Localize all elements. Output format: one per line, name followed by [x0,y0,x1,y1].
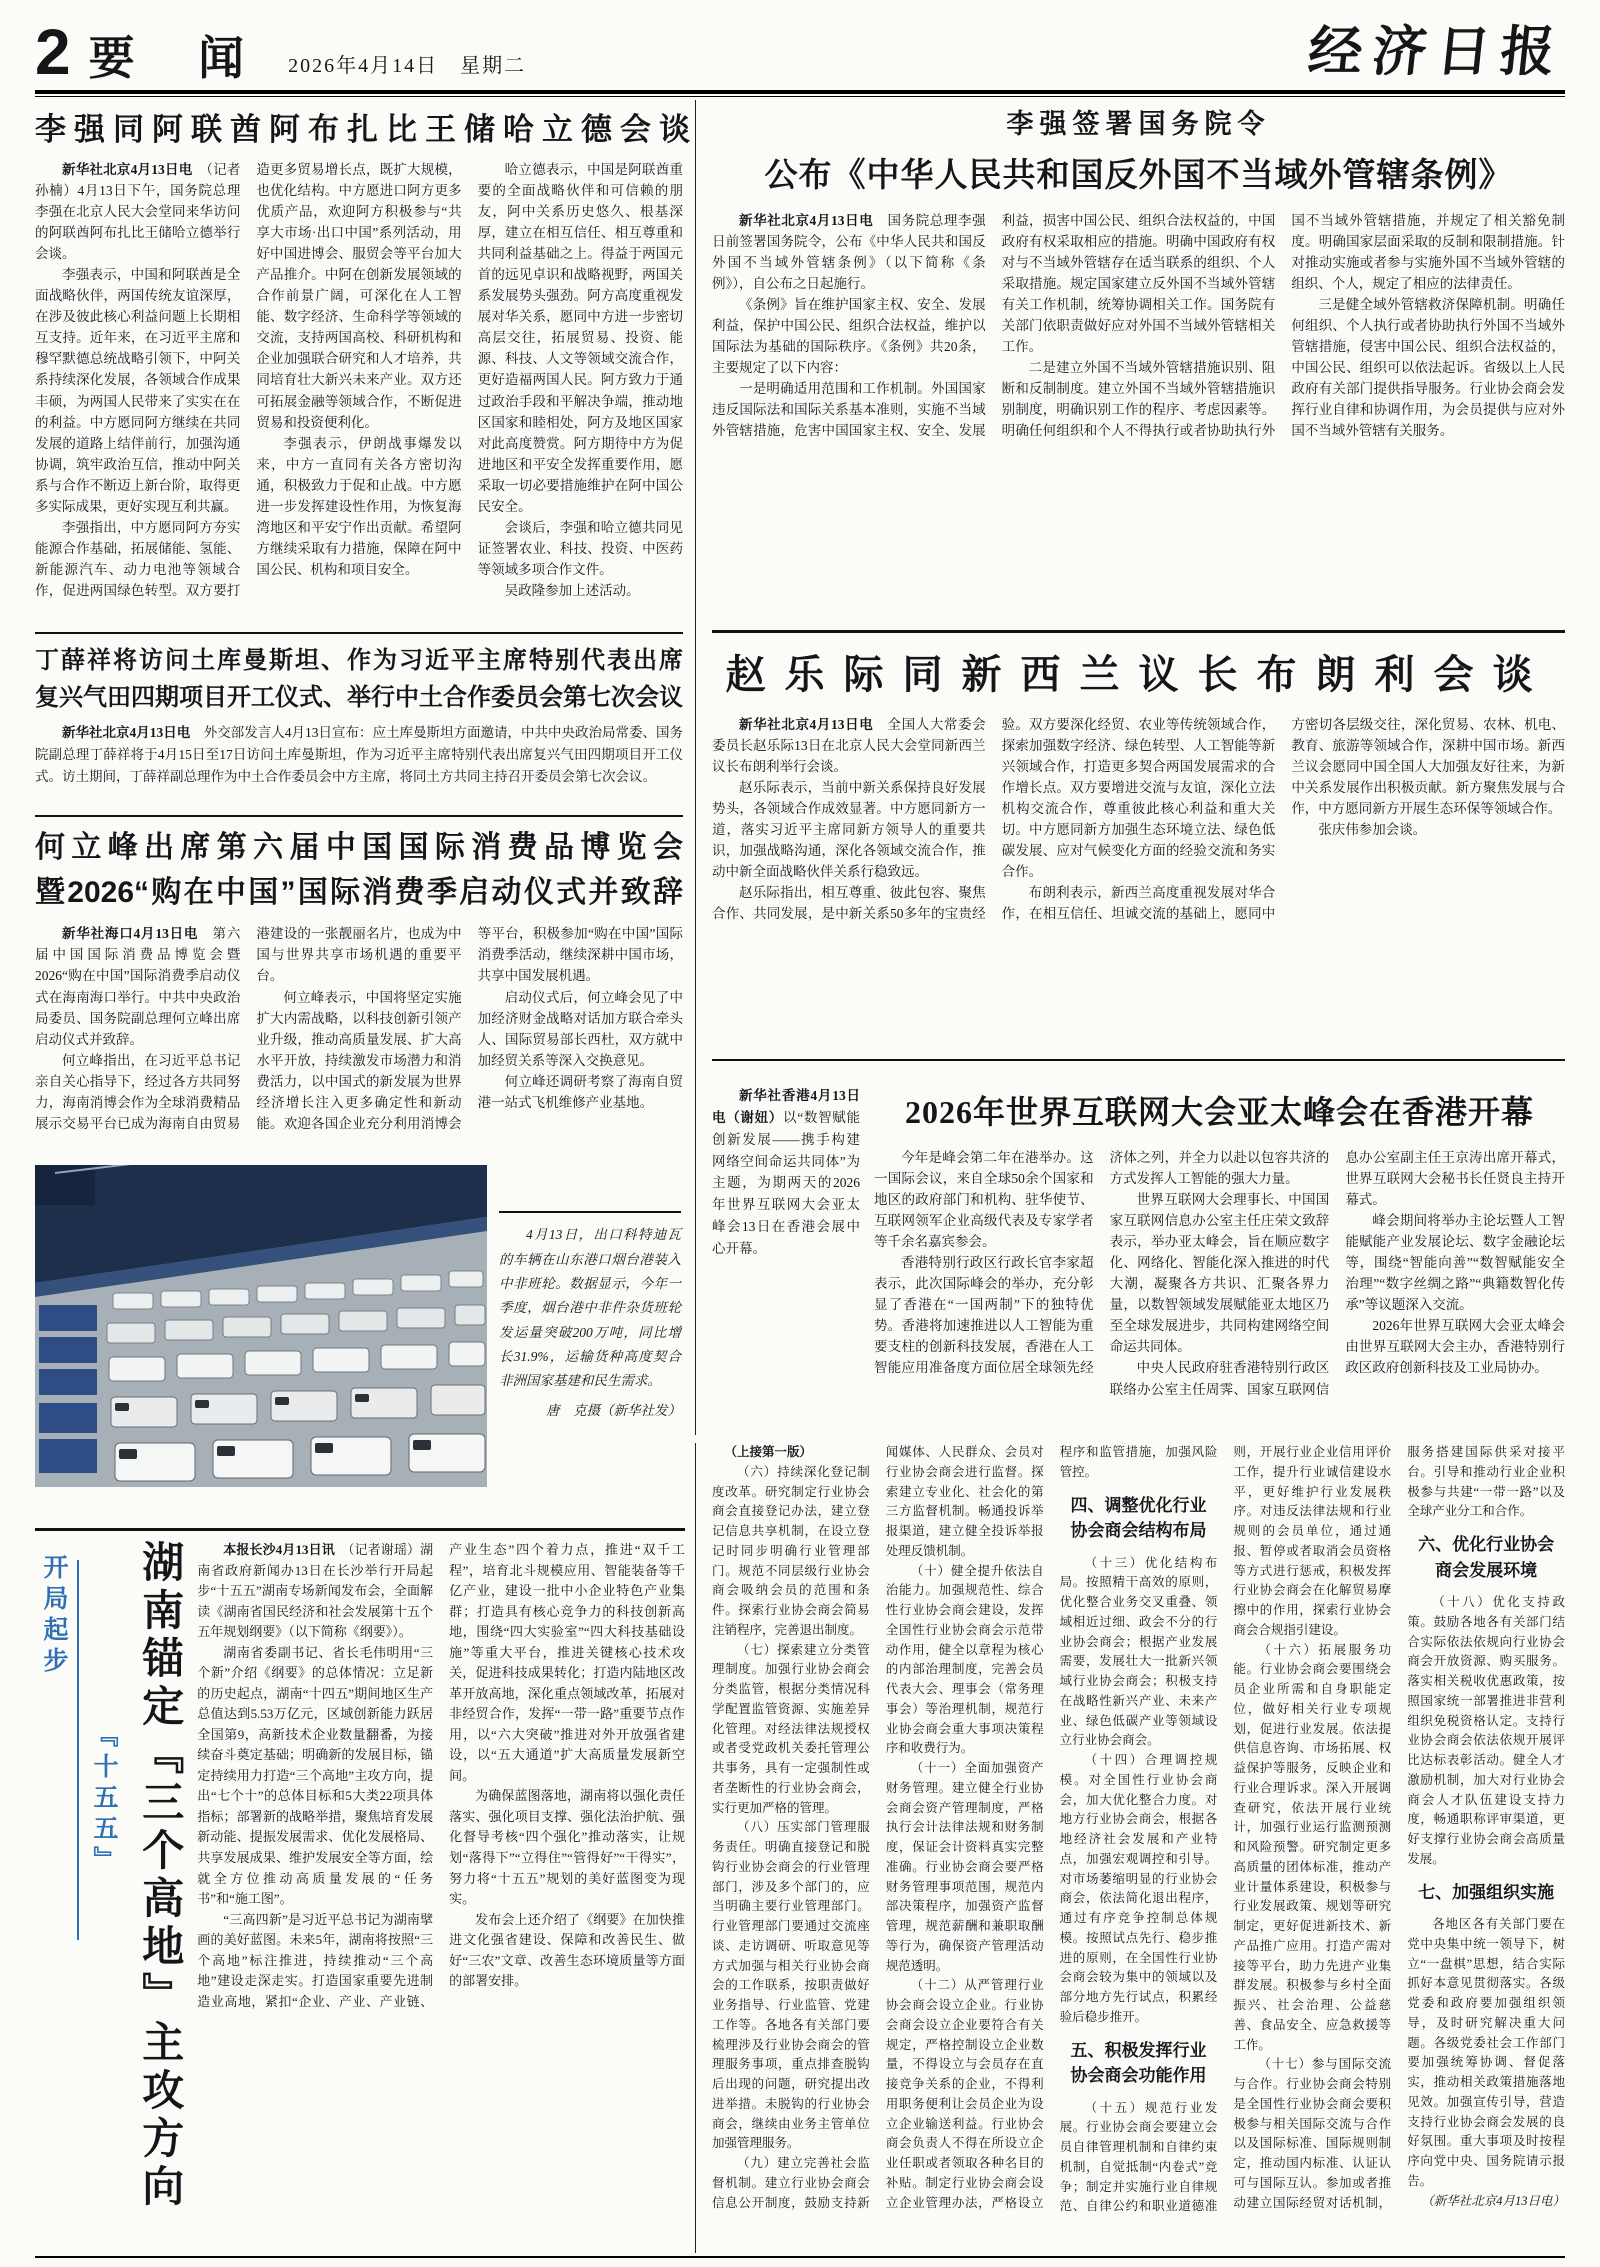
photo-caption [499,1165,681,1487]
divider [35,815,683,817]
headline-internet-conference: 2026年世界互联网大会亚太峰会在香港开幕 [904,1094,1534,1130]
kicker-line1: 开局起步 [40,1554,67,1678]
page-header [35,8,1568,89]
article-hunan [35,1540,685,2252]
headline-decree: 公布《中华人民共和国反外国不当域外管辖条例》 [764,158,1513,194]
headline-hunan-vertical: 湖南锚定『三个高地』主攻方向 [136,1540,183,2212]
article-helifeng-body: 新华社海口4月13日电 第六届中国国际消费品博览会暨2026“购在中国”国际消费季启动仪式在海南海口举行。中共中央政治局委员、国务院副总理何立峰出席启动仪式并致辞。 何立峰指出，在习近平总书记亲自关心指导下，经过各方共同努力，海南消博会作为全球消费精品展示交易平台已成为海南自由贸易港建设的一张靓丽名片，也成为中国与世界共享市场机遇的重要平台。 何立峰表示，中国将坚定实施扩大内需战略，以科技创新引领产业升级，推动高质量发展、扩大高水平开放，持续激发市场潜力和消费活力，以中国式的新发展为世界经济增长注入更多确定性和新动能。欢迎各国企业充分利用消博会等平台，积极参加“购在中国”国际消费季活动，继续深耕中国市场，共享中国发展机遇。 启动仪式后，何立峰会见了中加经济财金战略对话加方联合牵头人、国际贸易部长西杜，双方就中加经贸关系等深入交换意见。 何立峰还调研考察了海南自贸港一站式飞机维修产业基地。 [35,926,683,1131]
kicker-divider [77,1560,79,1940]
divider [712,1059,1565,1061]
page-bottom-rule [35,2256,1565,2258]
caption-rule [499,1211,681,1213]
kicker-line2: 『十五五』 [90,1722,117,1877]
divider [35,632,683,634]
page-number: 2 [35,16,71,89]
article-internet-body: 今年是峰会第二年在港举办。这一国际会议，来自全球50余个国家和地区的政府部门和机构、驻华使节、互联网领军企业高级代表及专家学者等千余名嘉宾参会。 香港特别行政区行政长官李家超表示，此次国际峰会的举办，充分彰显了香港在“一国两制”下的独特优势。香港将加速推进以人工智能为重要支柱的创新科技发展，香港在人工智能应用准备度方面位居全球领先经济体之列，并全力以赴以包容共济的方式发挥人工智能的强大力量。 世界互联网大会理事长、中国国家互联网信息办公室主任庄荣文致辞表示，举办亚太峰会，旨在顺应数字化、网络化、智能化深入推进的时代大潮，凝聚各方共识、汇聚各界力量，以数智领域发展赋能亚太地区乃至全球发展进步，共同构建网络空间命运共同体。 中央人民政府驻香港特别行政区联络办公室主任周霁、国家互联网信息办公室副主任王京涛出席开幕式，世界互联网大会秘书长任贤良主持开幕式。 峰会期间将举办主论坛暨人工智能赋能产业发展论坛、数字金融论坛等，围绕“智能向善”“数智赋能安全治理”“数字丝绸之路”“典籍数智化传承”等议题深入交流。 2026年世界互联网大会亚太峰会由世界互联网大会主办，香港特别行政区政府创新科技及工业局协办。 [874,1150,1565,1397]
page-date: 2026年4月14日 星期二 [288,55,527,77]
headline-dingxuexiang: 丁薛祥将访问土库曼斯坦、作为习近平主席特别代表出席 复兴气田四期项目开工仪式、举行中土合作委员会第七次会议 [35,647,683,712]
left-column-stack [35,100,698,1487]
photo-block [35,1165,683,1487]
caption-text: 4月13日，出口科特迪瓦的车辆在山东港口烟台港装入中非班轮。数据显示，今年一季度，烟台港中非件杂货班轮发运量突破200万吨，同比增长31.9%，运输货种高度契合非洲国家基建和民生需求。 [499,1227,681,1389]
divider [712,630,1565,633]
article-dingxuexiang-body: 新华社北京4月13日电 外交部发言人4月13日宣布：应土库曼斯坦方面邀请，中共中央政治局常委、国务院副总理丁薛祥将于4月15日至17日访问土库曼斯坦，作为习近平主席特别代表出席复兴气田四期项目开工仪式。访土期间，丁薛祥副总理作为中土合作委员会中方主席，将同土方共同主持召开委员会第七次会议。 [35,725,683,784]
headline-helifeng: 何立峰出席第六届中国国际消费品博览会 暨2026“购在中国”国际消费季启动仪式并致辞 [35,831,683,910]
kicker-decree: 李强签署国务院令 [1006,109,1271,139]
news-photo [35,1165,487,1487]
divider [35,1528,685,1531]
article-hunan-body: 本报长沙4月13日讯 （记者谢瑶）湖南省政府新闻办13日在长沙举行开局起步“十五五”湖南专场新闻发布会，全面解读《湖南省国民经济和社会发展第十五个五年规划纲要》（以下简称《纲要》）。 湖南省委副书记、省长毛伟明用“三个新”介绍《纲要》的总体情况：立足新的历史起点，湖南“十四五”期间地区生产总值达到5.53万亿元，区域创新能力跃居全国第9，高新技术企业数量翻番，为接续奋斗奠定基础；明确新的发展目标，锚定持续用力打造“三个高地”主攻方向，提出“七个十”的总体目标和5大类22项具体指标；部署新的战略举措，聚焦培育发展新动能、提振发展需求、优化发展格局、共享发展成果、维护发展安全等方面，绘就全方位推动高质量发展的“任务书”和“施工图”。 “三高四新”是习近平总书记为湖南擘画的美好蓝图。未来5年，湖南将按照“三个高地”标注推进，持续推动“三个高地”建设走深走实。打造国家重要先进制造业高地，紧扣“企业、产业、产业链、产业生态”四个着力点，推进“双千工程”，培育北斗规模应用、智能装备等千亿产业，建设一批中小企业特色产业集群；打造具有核心竞争力的科技创新高地，围绕“四大实验室”“四大科技基础设施”等重大平台，推进关键核心技术攻关，促进科技成果转化；打造内陆地区改革开放高地，深化重点领域改革，拓展对非经贸合作，发挥“一带一路”重要节点作用，以“六大突破”推进对外开放强省建设，以“五大通道”扩大高质量发展新空间。 为确保蓝图落地，湖南将以强化责任落实、强化项目支撑、强化法治护航、强化督导考核“四个强化”推动落实，让规划“落得下”“立得住”“管得好”“干得实”，努力将“十五五”规划的美好蓝图变为现实。 发布会上还介绍了《纲要》在加快推进文化强省建设、保障和改善民生、做好“三农”文章、改善生态环境质量等方面的部署安排。 [197,1542,685,2009]
section-name: 要 闻 [88,33,271,84]
column-rule-main [695,100,696,1435]
article-decree-body: 新华社北京4月13日电 国务院总理李强日前签署国务院令，公布《中华人民共和国反外国不当域外管辖条例》（以下简称《条例》），自公布之日起施行。 《条例》旨在维护国家主权、安全、发展利益，保护中国公民、组织合法权益，维护以国际法为基础的国际秩序。《条例》共20条，主要规定了以下内容： 一是明确适用范围和工作机制。外国国家违反国际法和国际关系基本准则，实施不当域外管辖措施，危害中国国家主权、安全、发展利益，损害中国公民、组织合法权益的，中国政府有权采取相应的措施。明确中国政府有权对与不当域外管辖存在适当联系的组织、个人采取措施。规定国家建立反外国不当域外管辖有关工作机制，统筹协调相关工作。国务院有关部门依职责做好应对外国不当域外管辖相关工作。 二是建立外国不当域外管辖措施识别、阻断和反制制度。建立外国不当域外管辖措施识别制度，明确识别工作的程序、考虑因素等。明确任何组织和个人不得执行或者协助执行外国不当域外管辖措施，并规定了相关豁免制度。明确国家层面采取的反制和限制措施。针对推动实施或者参与实施外国不当域外管辖的组织、个人，规定了相应的法律责任。 三是健全域外管辖救济保障机制。明确任何组织、个人执行或者协助执行外国不当域外管辖措施，侵害中国公民、组织合法权益的，中国公民、组织可以依法起诉。省级以上人民政府有关部门提供指导服务。行业协会商会发挥行业自律和协调作用，为会员提供与应对外国不当域外管辖有关服务。 [712,213,1565,439]
column-rule-bottom [695,1443,696,2253]
article-internet-conference [712,1071,1565,1453]
masthead-logo: 经济日报 [1305,22,1568,82]
headline-liqiang-uae: 李强同阿联酋阿布扎比王储哈立德会谈 [35,112,698,147]
internet-lead-column: 新华社香港4月13日电（谢妞）以“数智赋能 创新发展——携手构建网络空间命运共同体”为主题，为期两天的2026年世界互联网大会亚太峰会13日在香港会展中心开幕。 [712,1088,860,1257]
article-continuation: （上接第一版） （六）持续深化登记制度改革。研究制定行业协会商会直接登记办法，建立登记信息共享机制，在设立登记时同步明确行业管理部门。规范不同层级行业协会商会吸纳会员的范围和条件。探索行业协会商会简易注销程序，完善退出制度。 （七）探索建立分类管理制度。加强行业协会商会分类监管，根据分类情况科学配置监管资源、实施差异化管理。对经法律法规授权或者受党政机关委托管理公共事务，具有一定强制性或者垄断性的行业协会商会，实行更加严格的管理。 （八）压实部门管理服务责任。明确直接登记和脱钩行业协会商会的行业管理部门，涉及多个部门的，应当明确主要行业管理部门。行业管理部门要通过交流座谈、走访调研、听取意见等方式加强与相关行业协会商会的工作联系，按职责做好业务指导、行业监管、党建工作等。各地各有关部门要梳理涉及行业协会商会的管理服务事项，重点排查脱钩后出现的问题，研究提出改进举措。未脱钩的行业协会商会，继续由业务主管单位加强管理服务。 （九）建立完善社会监督机制。建立行业协会商会信息公开制度，鼓励支持新闻媒体、人民群众、会员对行业协会商会进行监督。探索建立专业化、社会化的第三方监督机制。畅通投诉举报渠道，建立健全投诉举报处理反馈机制。 （十）健全提升依法自治能力。加强规范性、综合性行业协会商会建设，发挥全国性行业协会商会示范带动作用，健全以章程为核心的内部治理制度，完善会员代表大会、理事会（常务理事会）等治理机制，规范行业协会商会重大事项决策程序和收费行为。 （十一）全面加强资产财务管理。建立健全行业协会商会资产管理制度，严格执行会计法律法规和财务制度，保证会计资料真实完整准确。行业协会商会要严格财务管理事项范围，规范内部决策程序，加强资产监督管理，规范薪酬和兼职取酬等行为，确保资产管理活动规范透明。 （十二）从严管理行业协会商会设立企业。行业协会商会设立企业要符合有关规定，严格控制设立企业数量，不得设立与会员存在直接竞争关系的企业，不得利用职务便利让会员企业为设立企业输送利益。行业协会商会负责人不得在所设立企业任职或者领取各种名目的补贴。制定行业协会商会设立企业管理办法，严格设立程序和监管措施，加强风险管控。 四、调整优化行业协会商会结构布局 （十三）优化结构布局。按照精干高效的原则，优化整合业务交叉重叠、领域相近过细、政会不分的行业协会商会；根据产业发展需要，发展壮大一批新兴领域行业协会商会；积极支持在战略性新兴产业、未来产业、绿色低碳产业等领域设立行业协会商会。 （十四）合理调控规模。对全国性行业协会商会，加大优化整合力度。对地方行业协会商会，根据各地经济社会发展和产业特点，加强宏观调控和引导。对市场萎缩明显的行业协会商会，依法简化退出程序，通过有序竞争控制总体规模。按照试点先行、稳步推进的原则，在全国性行业协会商会较为集中的领域以及部分地方先行试点，积累经验后稳步推开。 五、积极发挥行业协会商会功能作用 （十五）规范行业发展。行业协会商会要建立会员自律管理机制和自律约束机制，自觉抵制“内卷式”竞争；制定并实施行业自律规范、自律公约和职业道德准则，开展行业企业信用评价工作，提升行业诚信建设水平，更好维护行业发展秩序。对违反法律法规和行业规则的会员单位，通过通报、暂停或者取消会员资格等方式进行惩戒，积极发挥行业协会商会在化解贸易摩擦中的作用，探索行业协会商会合规指引建设。 （十六）拓展服务功能。行业协会商会要围绕会员企业所需和自身职能定位，做好相关行业专项规划，促进行业发展。依法提供信息咨询、市场拓展、权益保护等服务，反映企业和行业合理诉求。深入开展调查研究，依法开展行业统计，加强行业运行监测预测和风险预警。研究制定更多高质量的团体标准，推动产业计量体系建设，积极参与行业发展政策、规划等研究制定，更好促进新技术、新产品推广应用。打造产需对接等平台，助力先进产业集群发展。积极参与乡村全面振兴、社会治理、公益慈善、食品安全、应急救援等工作。 （十七）参与国际交流与合作。行业协会商会特别是全国性行业协会商会要积极参与相关国际交流与合作以及国际标准、国际规则制定，推动国内标准、认证认可与国际互认。参加或者推动建立国际经贸对话机制，服务搭建国际供采对接平台。引导和推动行业企业积极参与共建“一带一路”以及全球产业分工和合作。 六、优化行业协会商会发展环境 （十八）优化支持政策。鼓励各地各有关部门结合实际依法依规向行业协会商会开放资源、购买服务。落实相关税收优惠政策，按照国家统一部署推进非营利组织免税资格认定。支持行业协会商会依法依规开展评比达标表彰活动。健全人才激励机制，加大对行业协会商会人才队伍建设支持力度，畅通职称评审渠道，更好支撑行业协会商会高质量发展。 七、加强组织实施 各地区各有关部门要在党中央集中统一领导下，树立“一盘棋”思想，结合实际抓好本意见贯彻落实。各级党委和政府要加强组织领导，及时研究解决重大问题。各级党委社会工作部门要加强统筹协调、督促落实，推动相关政策措施落地见效。加强宣传引导，营造支持行业协会商会发展的良好氛围。重大事项及时按程序向党中央、国务院请示报告。 （新华社北京4月13日电） [712,1445,1565,2214]
header-rule [35,90,1565,97]
right-column-stack [712,100,1565,1453]
hunan-kicker [35,1554,121,1984]
headline-zhaoleji: 赵乐际同新西兰议长布朗利会谈 [725,653,1552,697]
article-liqiang-uae-body: 新华社北京4月13日电 （记者孙楠）4月13日下午，国务院总理李强在北京人民大会堂同来华访问的阿联酋阿布扎比王储哈立德举行会谈。 李强表示，中国和阿联酋是全面战略伙伴，两国传统友谊深厚，在涉及彼此核心利益问题上长期相互支持。近年来，在习近平主席和穆罕默德总统战略引领下，中阿关系持续深化发展，各领域合作成果丰硕，为两国人民带来了实实在在的利益。中方愿同阿方继续在共同发展的道路上结伴前行，加强沟通协调，筑牢政治互信，推动中阿关系与合作不断迈上新台阶，取得更多实际成果，更好实现互利共赢。 李强指出，中方愿同阿方夯实能源合作基础，拓展储能、氢能、新能源汽车、动力电池等领域合作，促进两国绿色转型。双方要打造更多贸易增长点，既扩大规模，也优化结构。中方愿进口阿方更多优质产品，欢迎阿方积极参与“共享大市场·出口中国”系列活动，用好中国进博会、服贸会等平台加大产品推介。中阿在创新发展领域的合作前景广阔，可深化在人工智能、数字经济、生命科学等领域的交流，支持两国高校、科研机构和企业加强联合研究和人才培养，共同培育壮大新兴未来产业。双方还可拓展金融等领域合作，不断促进贸易和投资便利化。 李强表示，伊朗战事爆发以来，中方一直同有关各方密切沟通，积极致力于促和止战。中方愿进一步发挥建设性作用，为恢复海湾地区和平安宁作出贡献。希望阿方继续采取有力措施，保障在阿中国公民、机构和项目安全。 哈立德表示，中国是阿联酋重要的全面战略伙伴和可信赖的朋友，阿中关系历史悠久、根基深厚，建立在相互信任、相互尊重和共同利益基础之上。得益于两国元首的远见卓识和战略视野，两国关系发展势头强劲。阿方高度重视发展对华关系，愿同中方进一步密切高层交往，拓展贸易、投资、能源、科技、人文等领域交流合作，更好造福两国人民。阿方致力于通过政治手段和平解决争端，推动地区国家和睦相处，阿方及地区国家对此高度赞赏。阿方期待中方为促进地区和平安全发挥重要作用，愿采取一切必要措施维护在阿中国公民安全。 会谈后，李强和哈立德共同见证签署农业、科技、投资、中医药等领域多项合作文件。 吴政隆参加上述活动。 [35,162,683,598]
article-zhaoleji-body: 新华社北京4月13日电 全国人大常委会委员长赵乐际13日在北京人民大会堂同新西兰议长布朗利举行会谈。 赵乐际表示，当前中新关系保持良好发展势头，各领域合作成效显著。中方愿同新方一道，落实习近平主席同新方领导人的重要共识，加强战略沟通，深化各领域交流合作，推动中新全面战略伙伴关系行稳致远。 赵乐际指出，相互尊重、彼此包容、聚焦合作、共同发展，是中新关系50多年的宝贵经验。双方要深化经贸、农业等传统领域合作，探索加强数字经济、绿色转型、人工智能等新兴领域合作，打造更多契合两国发展需求的合作增长点。双方要增进交流与友谊，深化立法机构交流合作，尊重彼此核心利益和重大关切。中方愿同新方加强生态环境立法、绿色低碳发展、应对气候变化方面的经验交流和务实合作。 布朗利表示，新西兰高度重视发展对华合作，在相互信任、坦诚交流的基础上，愿同中方密切各层级交往，深化贸易、农林、机电、教育、旅游等领域合作，深耕中国市场。新西兰议会愿同中国全国人大加强友好往来，为新中关系发展作出积极贡献。新方聚焦发展与合作，中方愿同新方开展生态环保等领域合作。 张庆伟参加会谈。 [712,717,1565,922]
caption-credit: 唐 克摄（新华社发） [546,1403,681,1419]
